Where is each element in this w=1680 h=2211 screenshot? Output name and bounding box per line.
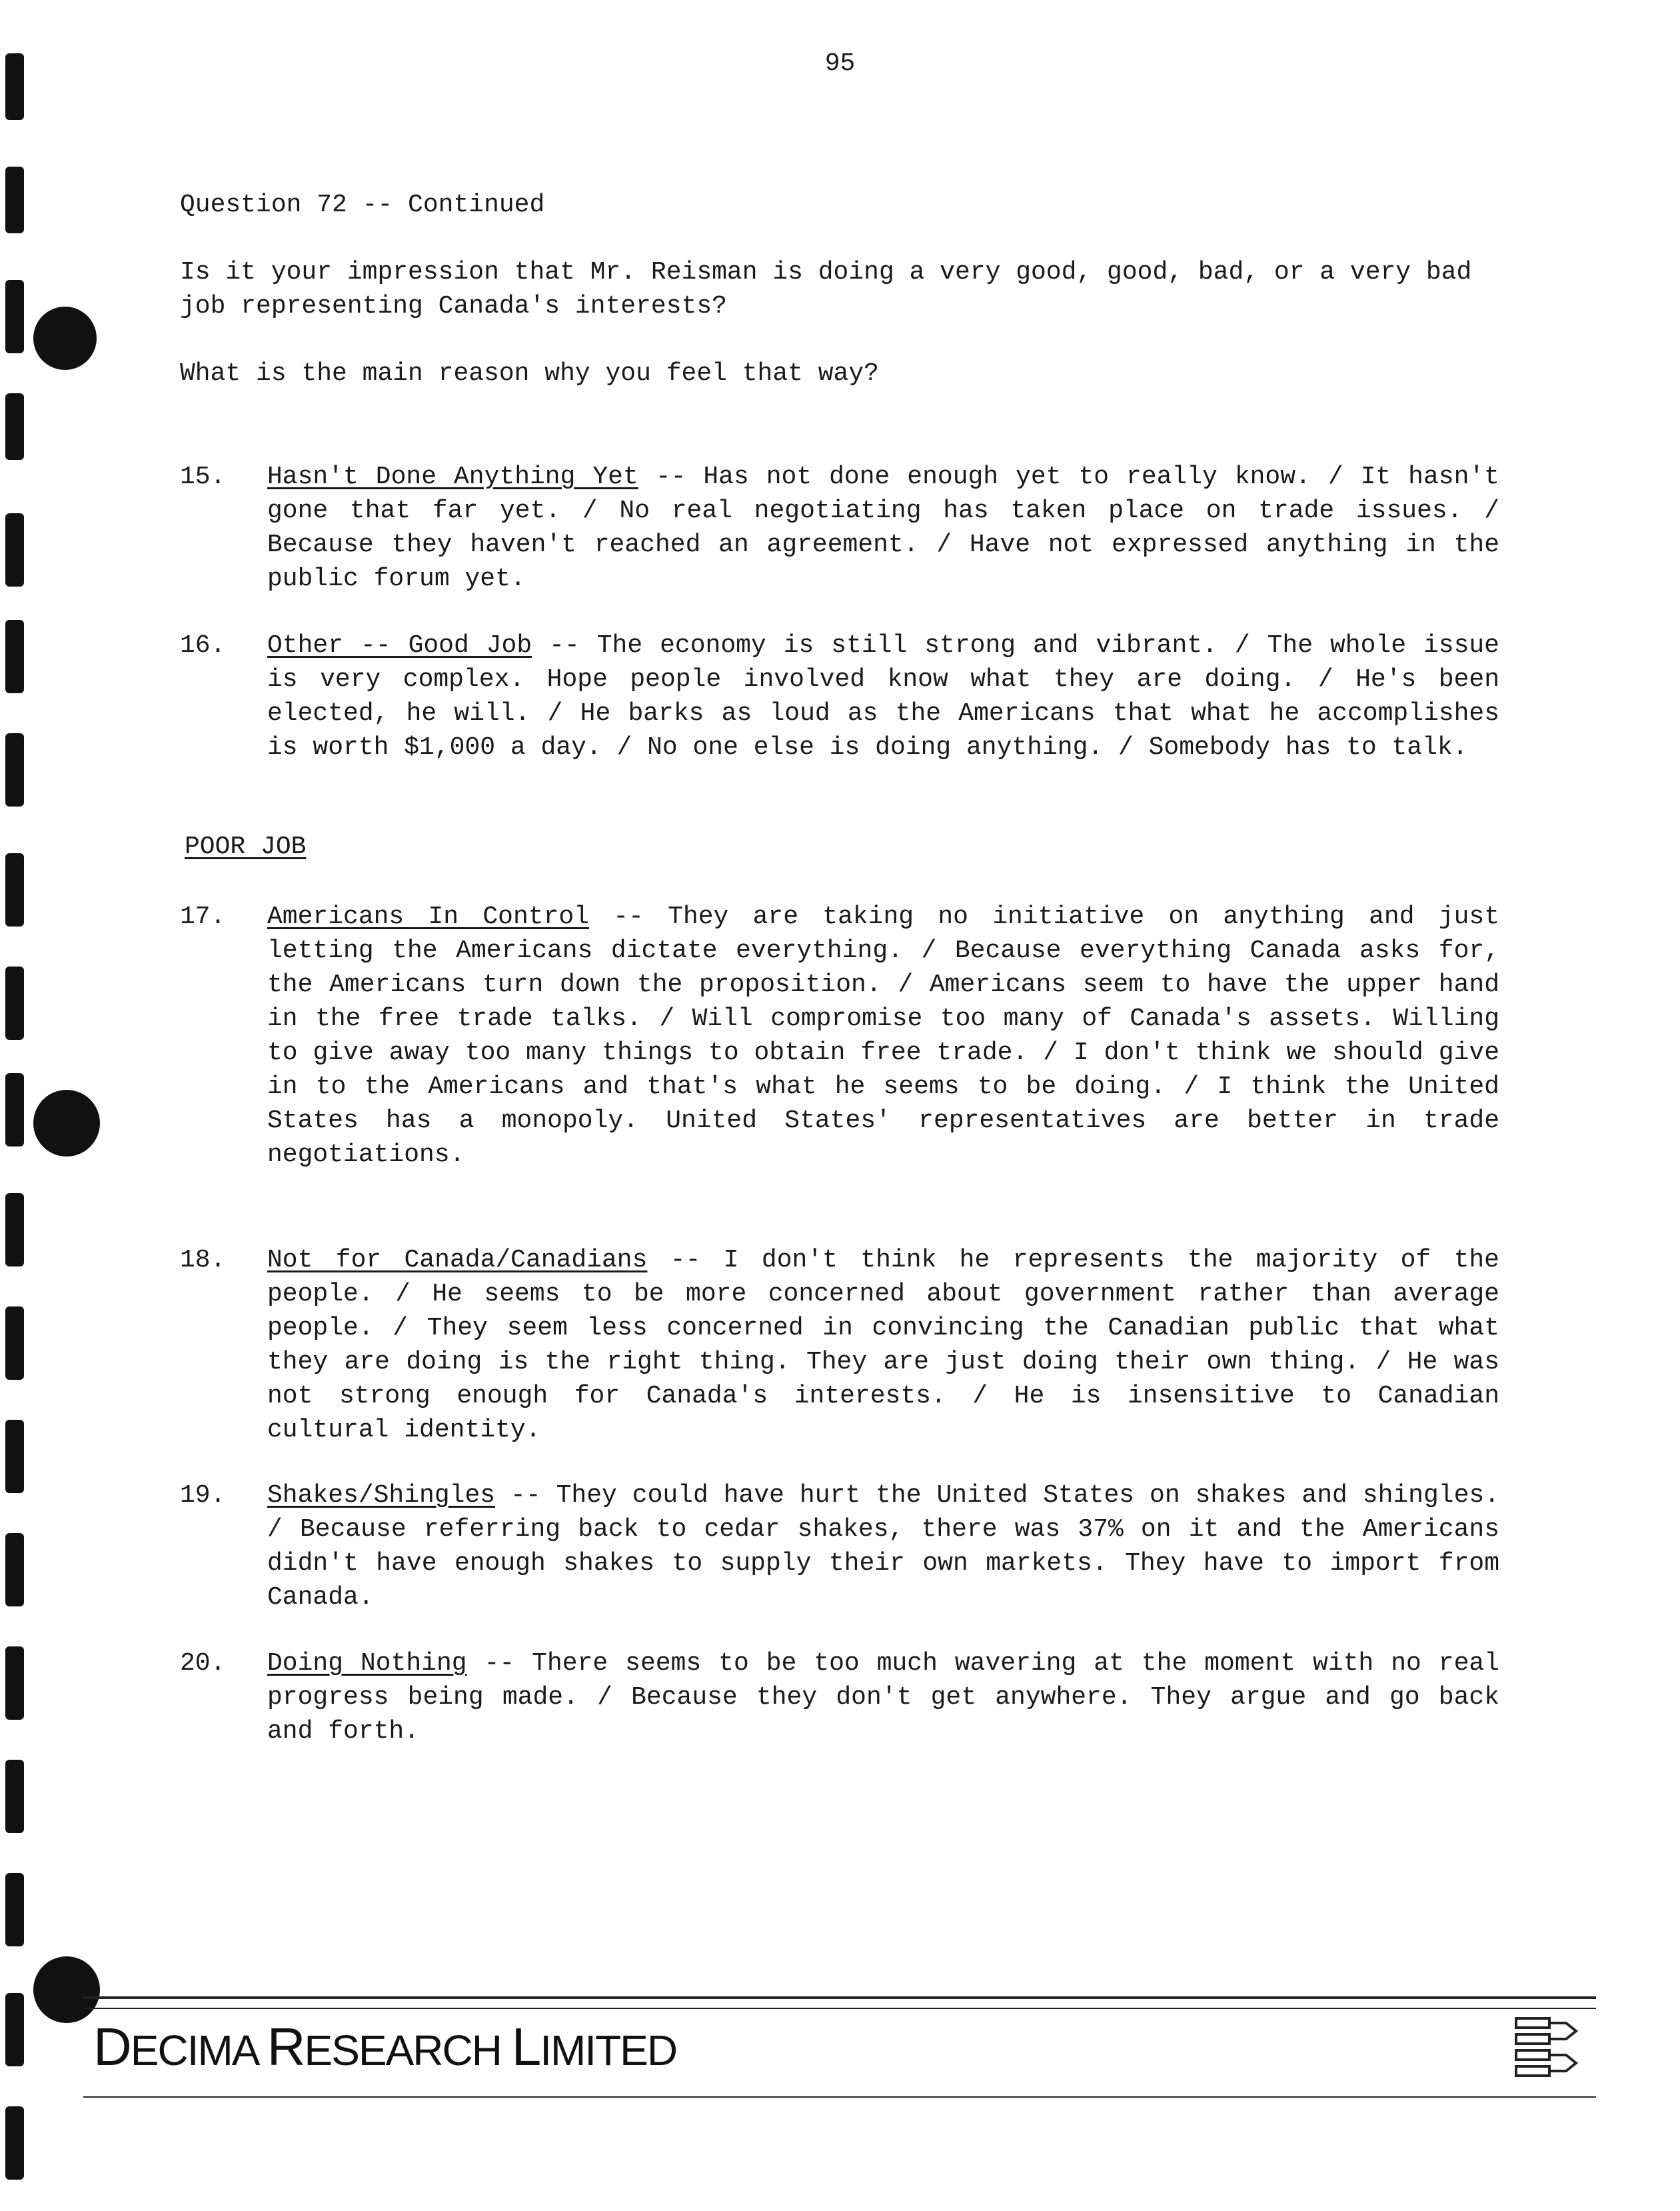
item-text: -- They could have hurt the United States on shakes and shingles. / Because referring back to cedar shakes, there was 37% on it and the Americans didn't have enough shakes to supply their own markets. They have to import from Canada. bbox=[267, 1481, 1499, 1612]
company-word: ECIMA bbox=[130, 2026, 267, 2074]
item-text: -- Has not done enough yet to really know. / It hasn't gone that far yet. / No real negotiating has taken place on trade issues. / Because they haven't reached an agreement. / Have not expressed anything in the public forum yet. bbox=[267, 463, 1499, 593]
item-title: Shakes/Shingles bbox=[267, 1481, 496, 1510]
binder-edge-mark bbox=[5, 733, 24, 807]
binder-edge-mark bbox=[5, 167, 24, 233]
binder-edge-mark bbox=[5, 1306, 24, 1380]
binder-edge-mark bbox=[5, 1760, 24, 1833]
binder-edge-mark bbox=[5, 967, 24, 1040]
item-number: 19. bbox=[180, 1481, 226, 1510]
item-body bbox=[267, 1478, 1499, 1614]
company-initial: D bbox=[93, 2017, 131, 2076]
punch-hole bbox=[33, 307, 97, 370]
response-item bbox=[180, 460, 1499, 596]
item-body bbox=[267, 1646, 1499, 1748]
company-name bbox=[93, 2016, 676, 2078]
section-label: POOR JOB bbox=[185, 833, 307, 861]
binder-edge-mark bbox=[5, 620, 24, 693]
item-body bbox=[267, 629, 1499, 765]
followup-question: What is the main reason why you feel that way? bbox=[180, 359, 879, 388]
binder-edge-mark bbox=[5, 1073, 24, 1146]
binder-edge-mark bbox=[5, 513, 24, 587]
item-title: Not for Canada/Canadians bbox=[267, 1246, 648, 1274]
question-text: Is it your impression that Mr. Reisman is doing a very good, good, bad, or a very bad job representing Canada's interests? bbox=[180, 258, 1472, 321]
company-initial: L bbox=[511, 2017, 540, 2076]
page-number: 95 bbox=[824, 49, 856, 78]
item-title: Other -- Good Job bbox=[267, 631, 532, 660]
binder-edge-mark bbox=[5, 1533, 24, 1606]
item-text: -- The economy is still strong and vibrant. / The whole issue is very complex. Hope people involved know what they are doing. / He's been elected, he will. / He barks as loud as the Americans that what he accomplishes is worth $1,000 a day. / No one else is doing anything. / Somebody has to talk. bbox=[267, 631, 1499, 762]
binder-edge-mark bbox=[5, 853, 24, 927]
company-word: ESEARCH bbox=[304, 2026, 512, 2074]
item-text: -- I don't think he represents the majority of the people. / He seems to be more concerned about government rather than average people. / They seem less concerned in convincing the Canadian public that what they are doing is the right thing. They are just doing their own thing. / He was not strong enough for Canada's interests. / He is insensitive to Canadian cultural identity. bbox=[267, 1246, 1499, 1444]
footer-rule bbox=[83, 2096, 1596, 2098]
footer-rule bbox=[83, 2008, 1596, 2009]
punch-hole bbox=[33, 1090, 100, 1156]
item-body bbox=[267, 1243, 1499, 1447]
item-text: -- There seems to be too much wavering at the moment with no real progress being made. / Because they don't get anywhere. They argue and go back and forth. bbox=[267, 1649, 1500, 1746]
item-number: 20. bbox=[180, 1649, 226, 1678]
binder-edge-mark bbox=[5, 393, 24, 460]
binder-edge-mark bbox=[5, 1646, 24, 1720]
response-item bbox=[180, 1478, 1499, 1614]
footer-rule bbox=[83, 1996, 1596, 1999]
item-title: Hasn't Done Anything Yet bbox=[267, 463, 638, 491]
response-item bbox=[180, 1646, 1499, 1748]
binder-edge-mark bbox=[5, 1420, 24, 1493]
company-logo-icon bbox=[1513, 2013, 1586, 2086]
response-item bbox=[180, 900, 1499, 1172]
company-initial: R bbox=[267, 2017, 305, 2076]
item-number: 18. bbox=[180, 1246, 226, 1274]
binder-edge-mark bbox=[5, 1873, 24, 1946]
response-item bbox=[180, 629, 1499, 765]
company-word: IMITED bbox=[540, 2026, 677, 2074]
binder-edge-mark bbox=[5, 280, 24, 353]
binder-edge-mark bbox=[5, 1193, 24, 1266]
item-number: 15. bbox=[180, 463, 226, 491]
item-number: 16. bbox=[180, 631, 226, 660]
item-body bbox=[267, 900, 1499, 1172]
item-body bbox=[267, 460, 1499, 596]
binder-edge-mark bbox=[5, 1993, 24, 2066]
item-text: -- They are taking no initiative on anything and just letting the Americans dictate everything. / Because everything Canada asks for, the Americans turn down the proposition. / Americans seem to have the upper hand in the free trade talks. / Will compromise too many of Canada's assets. Willing to give away too many things to obtain free trade. / I don't think we should give in to the Americans and that's what he seems to be doing. / I think the United States has a monopoly. United States' representatives are better in trade negotiations. bbox=[267, 903, 1499, 1169]
question-heading: Question 72 -- Continued bbox=[180, 191, 545, 219]
item-number: 17. bbox=[180, 903, 226, 931]
item-title: Doing Nothing bbox=[267, 1649, 467, 1678]
punch-hole bbox=[33, 1956, 100, 2023]
response-item bbox=[180, 1243, 1499, 1447]
item-title: Americans In Control bbox=[267, 903, 589, 931]
binder-edge-mark bbox=[5, 2106, 24, 2180]
question-intro bbox=[180, 255, 1499, 424]
